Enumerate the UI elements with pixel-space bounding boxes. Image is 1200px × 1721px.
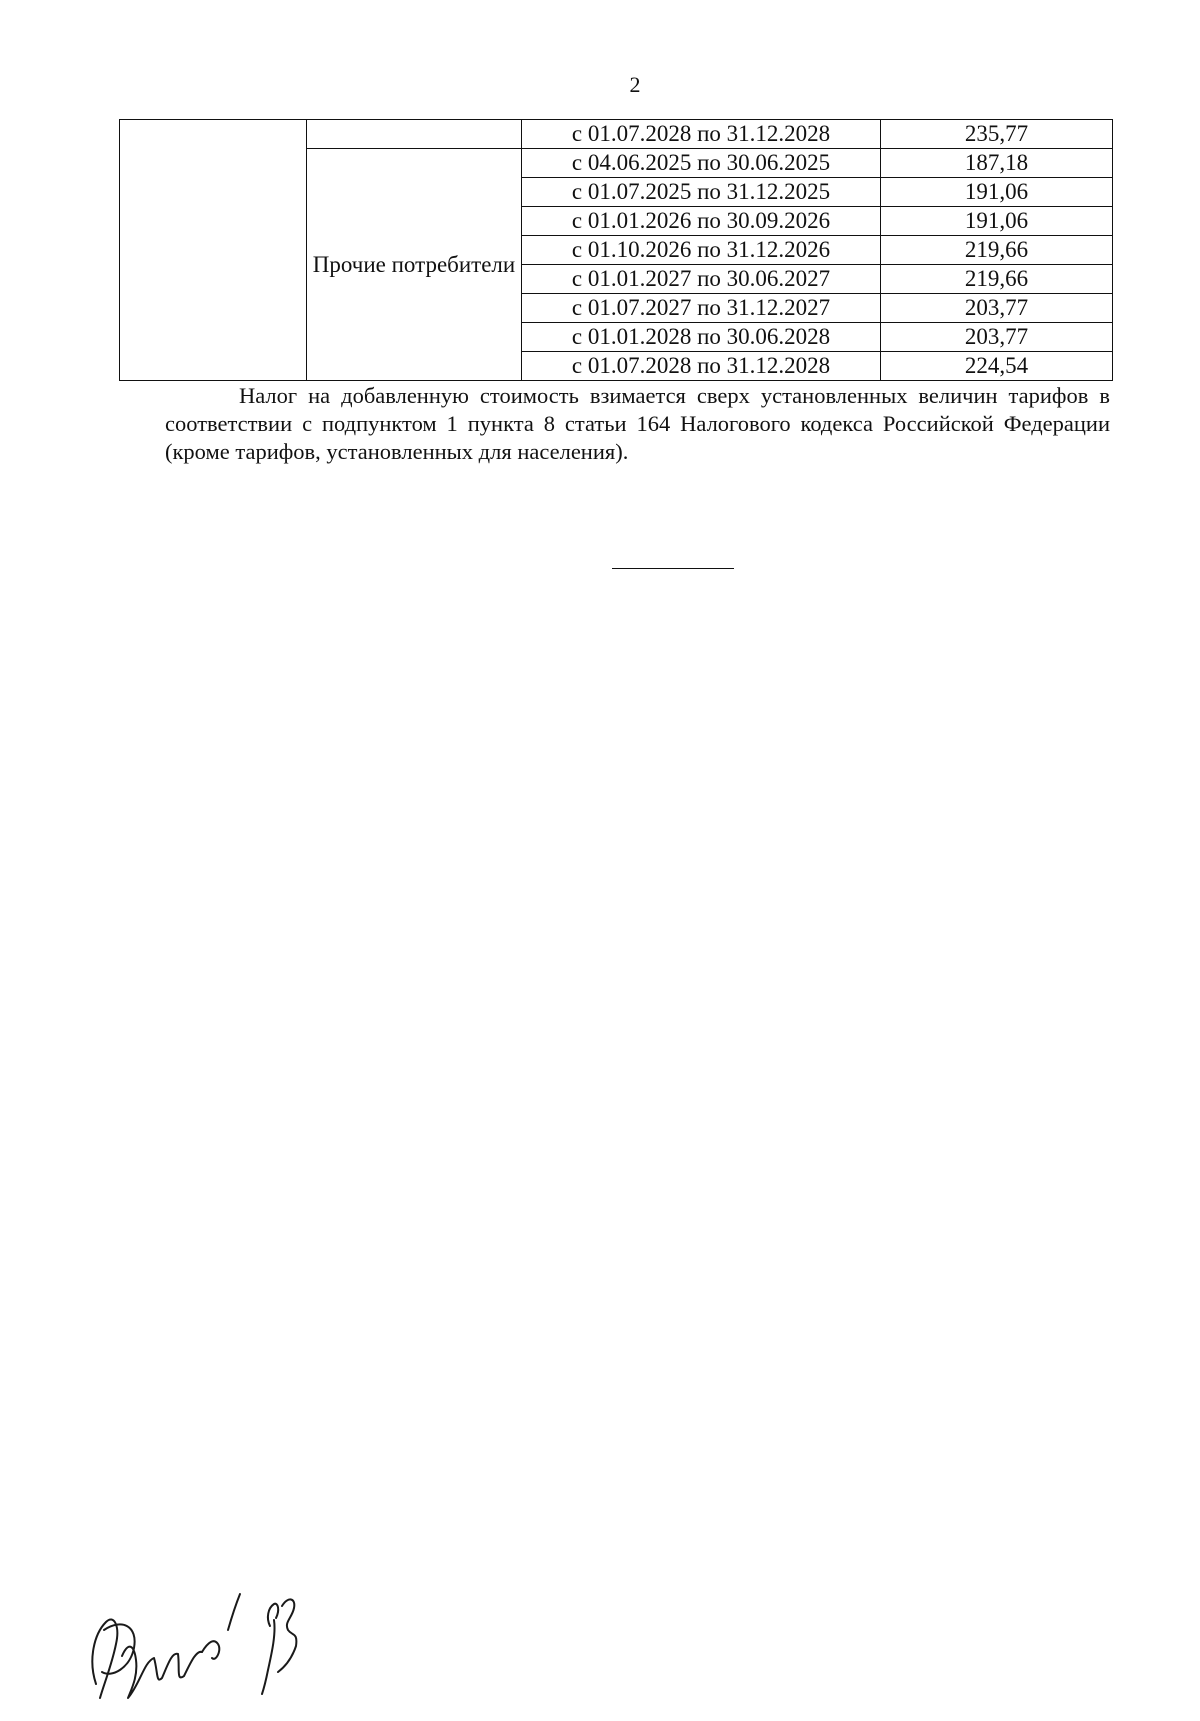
consumer-group-label: Прочие потребители	[307, 149, 522, 381]
period-cell: с 01.01.2026 по 30.09.2026	[522, 207, 881, 236]
tariff-table	[119, 119, 1113, 381]
empty-column-cell	[120, 120, 307, 381]
page-number: 2	[629, 72, 641, 97]
period-cell: с 01.01.2028 по 30.06.2028	[522, 323, 881, 352]
tariff-value-cell: 187,18	[881, 149, 1113, 178]
table-row	[120, 120, 1113, 149]
tariff-value-cell: 191,06	[881, 207, 1113, 236]
section-divider	[612, 568, 734, 569]
period-cell: с 01.07.2028 по 31.12.2028	[522, 352, 881, 381]
period-cell: с 01.07.2027 по 31.12.2027	[522, 294, 881, 323]
tariff-value-cell: 219,66	[881, 265, 1113, 294]
period-cell: с 01.10.2026 по 31.12.2026	[522, 236, 881, 265]
period-cell: с 04.06.2025 по 30.06.2025	[522, 149, 881, 178]
handwritten-signature	[82, 1560, 362, 1710]
tariff-value-cell: 224,54	[881, 352, 1113, 381]
empty-group-cell	[307, 120, 522, 149]
tariff-value-cell: 191,06	[881, 178, 1113, 207]
period-cell: с 01.07.2025 по 31.12.2025	[522, 178, 881, 207]
tariff-value-cell: 219,66	[881, 236, 1113, 265]
tariff-value-cell: 203,77	[881, 323, 1113, 352]
period-cell: с 01.01.2027 по 30.06.2027	[522, 265, 881, 294]
vat-footnote: Налог на добавленную стоимость взимается сверх установленных величин тарифов в соответствии с подпунктом 1 пункта 8 статьи 164 Налогового кодекса Российской Федерации (кроме тарифов, установленных для населения).	[165, 383, 1110, 464]
tariff-value-cell: 203,77	[881, 294, 1113, 323]
period-cell: с 01.07.2028 по 31.12.2028	[522, 120, 881, 149]
tariff-value-cell: 235,77	[881, 120, 1113, 149]
